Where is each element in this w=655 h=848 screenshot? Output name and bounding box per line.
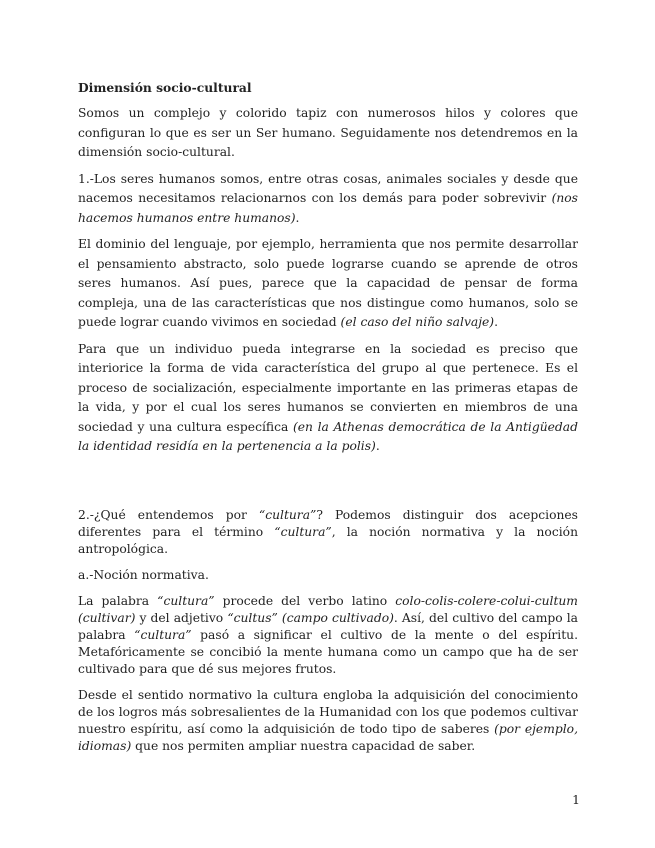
document-page: [78, 78, 578, 764]
intro-paragraph: Somos un complejo y colorido tapiz con numerosos hilos y colores que configuran lo que es ser un Ser humano. Seguidamente nos detendremos en la dimensión socio-cultural.: [78, 106, 578, 159]
section-spacer: [78, 464, 578, 507]
paragraph-language: El dominio del lenguaje, por ejemplo, herramienta que nos permite desarrollar el pensamiento abstracto, solo puede lograrse cuando se aprende de otros seres humanos. Así pues, parece que la capacidad de pensar de forma compleja, una de las características que nos distingue como humanos, solo se puede lograr cuando vivimos en sociedad (el caso del niño salvaje).: [78, 237, 578, 329]
page-number: 1: [572, 793, 580, 807]
paragraph-socialization: Para que un individuo pueda integrarse en la sociedad es preciso que interiorice la forma de vida característica del grupo al que pertenece. Es el proceso de socialización, especialmente importante en las primeras etapas de la vida, y por el cual los seres humanos se convierten en miembros de una sociedad y una cultura específica (en la Athenas democrática de la Antigüedad la identidad residía en la pertenencia a la polis).: [78, 341, 578, 453]
paragraph-etymology: La palabra “cultura” procede del verbo latino colo-colis-colere-colui-cultum (cultivar) y del adjetivo “cultus” (campo cultivado). Así, del cultivo del campo la palabra “cultura” pasó a significar el cultivo de la mente o del espíritu. Metafóricamente se concibió la mente humana como un campo que ha de ser cultivado para que dé sus mejores frutos.: [78, 593, 578, 676]
paragraph-culture-question: 2.-¿Qué entendemos por “cultura”? Podemos distinguir dos acepciones diferentes para el término “cultura”, la noción normativa y la noción antropológica.: [78, 507, 578, 556]
paragraph-normative-sense: Desde el sentido normativo la cultura engloba la adquisición del conocimiento de los logros más sobresalientes de la Humanidad con los que podemos cultivar nuestro espíritu, así como la adquisición de todo tipo de saberes (por ejemplo, idiomas) que nos permiten ampliar nuestra capacidad de saber.: [78, 687, 578, 753]
paragraph-social-animals: 1.-Los seres humanos somos, entre otras cosas, animales sociales y desde que nacemos necesitamos relacionarnos con los demás para poder sobrevivir (nos hacemos humanos entre humanos).: [78, 171, 578, 225]
subheading-normative: a.-Noción normativa.: [78, 567, 209, 582]
section-heading: Dimensión socio-cultural: [78, 80, 252, 95]
